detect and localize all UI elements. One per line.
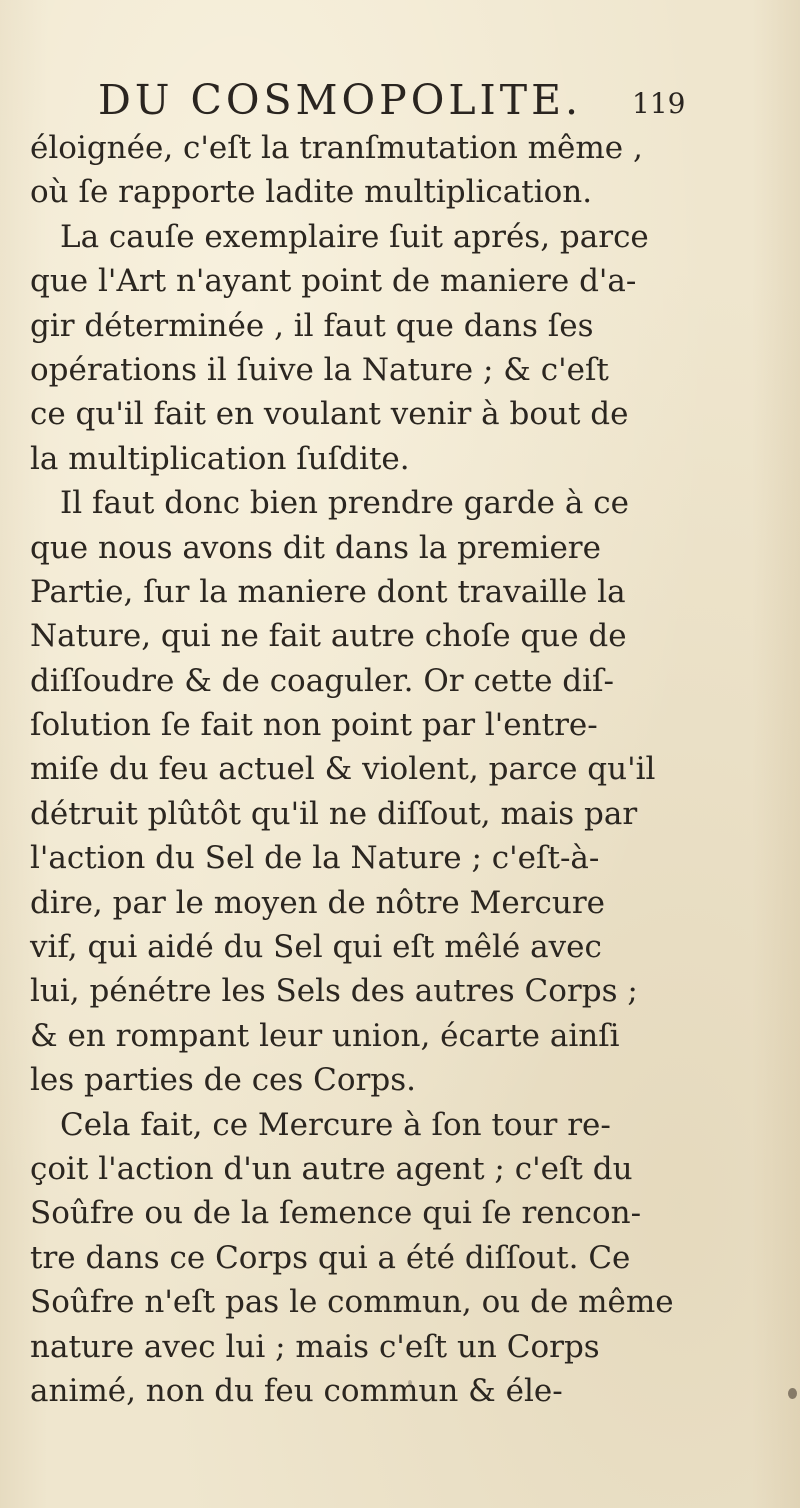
running-title: DU COSMOPOLITE. — [98, 76, 583, 124]
text-line: Partie, ſur la maniere dont travaille la — [30, 573, 626, 610]
running-head — [98, 74, 698, 126]
text-line: miſe du feu actuel & violent, parce qu'il — [30, 751, 656, 788]
text-line: que nous avons dit dans la premiere — [30, 529, 601, 566]
text-line: & en rompant leur union, écarte ainſi — [30, 1017, 620, 1054]
text-line: détruit plûtôt qu'il ne diſſout, mais par — [30, 795, 638, 832]
text-line: animé, non du feu commun & éle- — [30, 1372, 563, 1409]
text-line: les parties de ces Corps. — [30, 1062, 416, 1099]
text-line: ce qu'il fait en voulant venir à bout de — [30, 396, 629, 433]
text-line: Nature, qui ne fait autre choſe que de — [30, 618, 627, 655]
text-line: çoit l'action d'un autre agent ; c'eſt du — [30, 1150, 633, 1187]
text-line: lui, pénétre les Sels des autres Corps ; — [30, 973, 638, 1010]
text-line: nature avec lui ; mais c'eſt un Corps — [30, 1328, 600, 1365]
text-line: dire, par le moyen de nôtre Mercure — [30, 884, 606, 921]
text-line: l'action du Sel de la Nature ; c'eſt-à- — [30, 840, 600, 877]
text-line: Soûfre ou de la ſemence qui ſe rencon- — [30, 1195, 642, 1232]
text-line: vif, qui aidé du Sel qui eſt mêlé avec — [30, 929, 602, 966]
ink-speck — [788, 1388, 797, 1399]
text-line: gir déterminée , il faut que dans ſes — [30, 307, 594, 344]
body-text — [30, 126, 790, 1413]
text-line: Il faut donc bien prendre garde à ce — [60, 485, 629, 522]
text-line: Cela fait, ce Mercure à ſon tour re- — [60, 1106, 611, 1143]
text-line: la multiplication ſuſdite. — [30, 440, 410, 477]
page-number: 119 — [632, 87, 686, 120]
text-line: Soûfre n'eſt pas le commun, ou de même — [30, 1284, 674, 1321]
text-line: La cauſe exemplaire ſuit aprés, parce — [60, 218, 649, 255]
text-line: tre dans ce Corps qui a été diſſout. Ce — [30, 1239, 631, 1276]
text-line: opérations il ſuive la Nature ; & c'eſt — [30, 351, 609, 388]
text-line: que l'Art n'ayant point de maniere d'a- — [30, 263, 637, 300]
ink-speck — [408, 1380, 412, 1385]
text-line: diſſoudre & de coaguler. Or cette diſ- — [30, 662, 615, 699]
text-line: éloignée, c'eſt la tranſmutation même , — [30, 130, 643, 166]
text-line: ſolution ſe fait non point par l'entre- — [30, 707, 598, 744]
text-line: où ſe rapporte ladite multiplication. — [30, 174, 593, 211]
